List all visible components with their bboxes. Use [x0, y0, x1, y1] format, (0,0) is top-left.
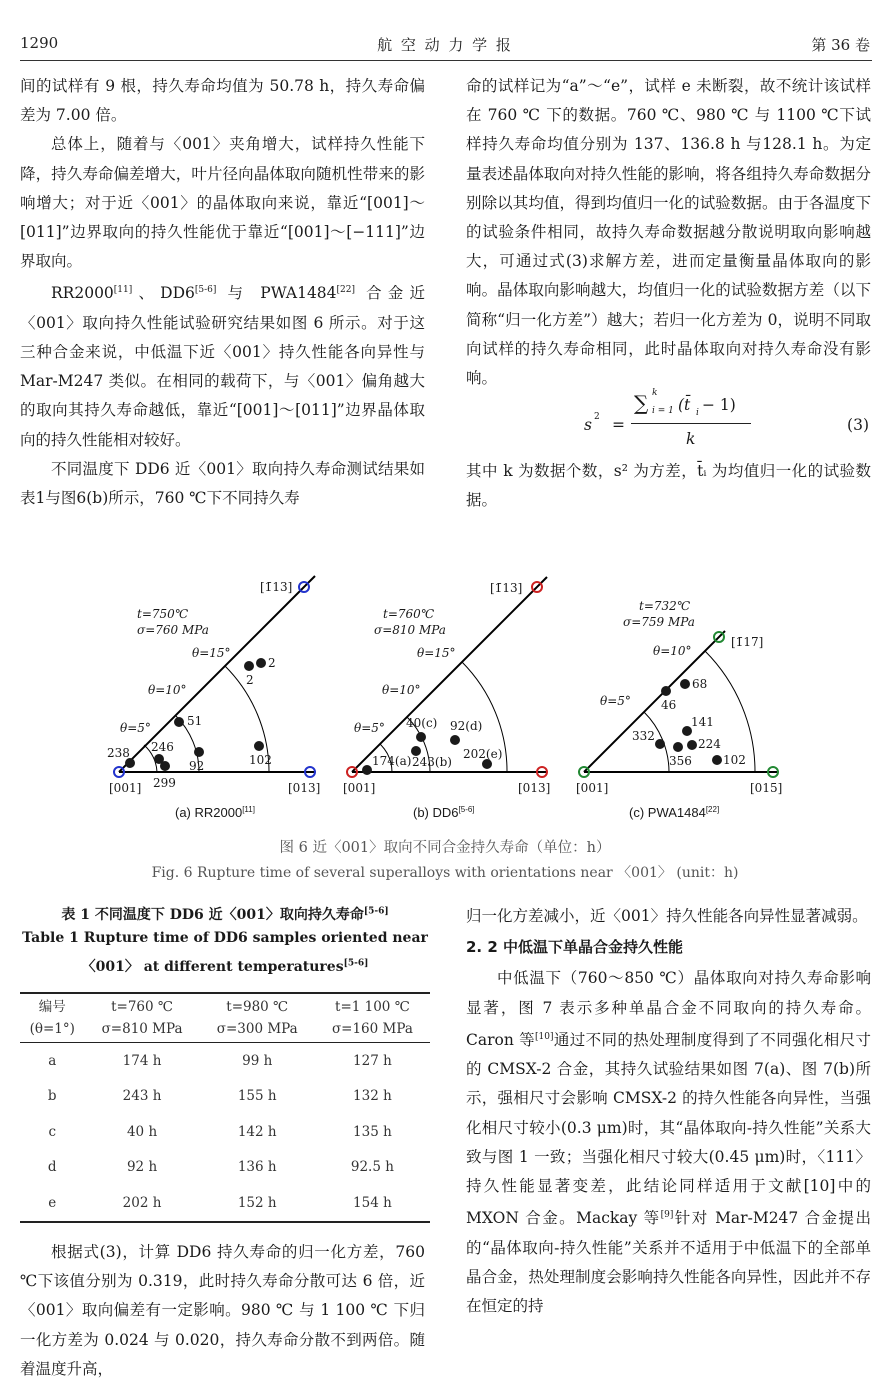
paragraph: RR2000[11]、DD6[5-6] 与 PWA1484[22] 合金近〈001〉取向持久性能试验研究结果如图 6 所示。对于这三种合金来说，中低温下近〈001〉持久性能各向异性与 Mar-M247 类似。在相同的载荷下，与〈001〉偏角越大的取向其持久寿命越低，靠近“[001]～[011]”边界晶体取向的持久性能相对较好。 [20, 284, 425, 449]
table-title-en: Table 1 Rupture time of DD6 samples oriented near [22, 930, 428, 946]
section-heading: 2. 2 中低温下单晶合金持久性能 [466, 938, 684, 957]
header-rule [20, 60, 872, 61]
axis-edge [352, 577, 547, 772]
data-label: 141 [691, 715, 714, 729]
table-1 [20, 992, 430, 1223]
column-header: 编号 (θ=1°) [29, 999, 75, 1037]
column-header: t=1 100 ℃ σ=160 MPa [331, 999, 413, 1037]
data-label: 238 [107, 746, 130, 760]
paragraph: 命的试样记为“a”～“e”，试样 e 未断裂，故不统计该试样在 760 ℃ 下的数据。760 ℃、980 ℃ 与 1100 ℃下试样持久寿命均值分别为 137、136.8 h 与128.1 h。为定量表述晶体取向对持久性能的影响，将各组持久寿命数据分别除以其均值，得到均值归一化的试验数据。由于各温度下的试验条件相同，故持久寿命数据越分散说明取向影响越大，可通过式(3)求解方差，进而定量衡量晶体取向的影响。晶体取向影响越大，均值归一化的试验数据方差（以下简称“归一化方差”）越大；若归一化方差为 0，说明不同取向试样的持久寿命相同，此时晶体取向对持久寿命没有影响。 [466, 77, 871, 388]
panel-c [576, 599, 782, 820]
angle-label: θ=5° [120, 721, 151, 735]
data-label: 51 [187, 714, 203, 728]
figure-caption-cn: 图 6 近〈001〉取向不同合金持久寿命（单位：h） [279, 840, 611, 856]
data-label: 243(b) [412, 755, 452, 769]
right-column-bottom [466, 902, 871, 1321]
data-point [655, 739, 665, 749]
angle-label: θ=10° [382, 683, 421, 697]
stress-label: σ=759 MPa [623, 615, 695, 629]
angle-label: θ=15° [417, 646, 456, 660]
data-point [256, 658, 266, 668]
data-point [661, 686, 671, 696]
data-label: 92(d) [450, 719, 483, 733]
pole-label: [013] [288, 781, 321, 795]
paragraph: 不同温度下 DD6 近〈001〉取向持久寿命测试结果如表1与图6(b)所示，760 ℃下不同持久寿 [20, 459, 425, 507]
data-label: 299 [153, 776, 176, 790]
citation: [11] [113, 285, 133, 296]
paragraph: 总体上，随着与〈001〉夹角增大，试样持久性能下降，持久寿命偏差增大，叶片径向晶体取向随机性带来的影响增大；对于近〈001〉的晶体取向来说，靠近“[001]～[011]”边界取向的持久性能优于靠近“[001]～[−111]”边界取向。 [20, 135, 425, 271]
temperature-label: t=760℃ [383, 607, 435, 621]
left-column-top [20, 72, 425, 513]
panel-caption: (c) PWA1484[22] [629, 805, 720, 820]
paragraph: 间的试样有 9 根，持久寿命均值为 50.78 h，持久寿命偏差为 7.00 倍。 [20, 77, 425, 125]
data-label: 356 [669, 754, 692, 768]
angle-label: θ=5° [600, 694, 631, 708]
paragraph: 根据式(3)，计算 DD6 持久寿命的归一化方差，760 ℃下该值分别为 0.319，此时持久寿命分散可达 6 倍，近〈001〉取向偏差有一定影响。980 ℃ 与 1 100 ℃ 下归一化方差为 0.024 与 0.020，持久寿命分散不到两倍。随着温度升高， [20, 1243, 425, 1378]
data-label: 92 [189, 759, 205, 773]
data-point [254, 741, 264, 751]
paragraph: 中低温下（760～850 ℃）晶体取向对持久寿命影响显著，图 7 表示多种单晶合金不同取向的持久寿命。Caron 等[10]通过不同的热处理制度得到了不同强化相尺寸的 CMSX-2 合金，其持久试验结果如图 7(a)、图 7(b)所示，强相尺寸会影响 CMSX-2 的持久性能各向异性，当强化相尺寸较小(0.3 μm)时，其“晶体取向-持久性能”关系大致与图 1 一致；当强化相尺寸较大(0.45 μm)时，〈111〉持久性能显著变差，此结论同样适用于文献[10]中的 MXON 合金。Mackay 等[9]针对 Mar-M247 合金提出的“晶体取向-持久性能”关系并不适用于中低温下的全部单晶合金，热处理制度会影响持久性能各向异性，因此并不存在恒定的持 [466, 969, 871, 1315]
table-title-en: 〈001〉 at different temperatures[5-6] [81, 958, 369, 975]
panel-a [107, 576, 320, 820]
pole-label: [1̄17] [731, 635, 764, 649]
pole-label: [001] [343, 781, 376, 795]
table-title-cn: 表 1 不同温度下 DD6 近〈001〉取向持久寿命[5-6] [61, 906, 389, 923]
journal-title: 航 空 动 力 学 报 [377, 36, 513, 54]
data-label: 68 [692, 677, 708, 691]
data-label: 332 [632, 729, 655, 743]
pole-label: [001] [576, 781, 609, 795]
figure-caption-en: Fig. 6 Rupture time of several superalloys with orientations near 〈001〉 (unit：h) [151, 865, 739, 881]
data-point [244, 661, 254, 671]
panel-caption: (a) RR2000[11] [175, 805, 255, 820]
table-row: d 92 h 136 h 92.5 h [47, 1159, 394, 1176]
data-label: 2 [246, 673, 254, 687]
data-point [416, 732, 426, 742]
page-number: 1290 [20, 34, 59, 52]
temperature-label: t=732℃ [639, 599, 691, 613]
pole-label: [015] [750, 781, 783, 795]
table-row: c 40 h 142 h 135 h [48, 1123, 392, 1140]
stress-label: σ=810 MPa [374, 623, 446, 637]
data-point [712, 755, 722, 765]
citation: [5-6] [194, 285, 217, 296]
equation-3: s 2 = ∑ k i = 1 (t̄ i − 1) k (3) [584, 388, 869, 449]
stress-label: σ=760 MPa [137, 623, 209, 637]
citation: [22] [336, 285, 356, 296]
data-label: 224 [698, 737, 721, 751]
left-column-bottom [20, 1238, 425, 1384]
data-point [673, 742, 683, 752]
pole-label: [001] [109, 781, 142, 795]
data-label: 46 [661, 698, 677, 712]
figure-6 [95, 570, 795, 830]
data-point [194, 747, 204, 757]
data-point [160, 761, 170, 771]
angle-label: θ=10° [653, 644, 692, 658]
volume-label: 第 36 卷 [811, 36, 870, 54]
pole-label: [1̄13] [260, 580, 293, 594]
panel-caption: (b) DD6[5-6] [413, 805, 475, 820]
pole-label: [013] [518, 781, 551, 795]
table-row: b 243 h 155 h 132 h [47, 1088, 392, 1105]
data-point [680, 679, 690, 689]
data-point [687, 740, 697, 750]
panel-b [343, 577, 550, 820]
data-label: 2 [268, 656, 276, 670]
data-point [362, 765, 372, 775]
angle-label: θ=15° [192, 646, 231, 660]
data-label: 40(c) [406, 716, 438, 730]
column-header: t=760 ℃ σ=810 MPa [101, 999, 183, 1037]
data-label: 202(e) [463, 747, 503, 761]
data-point [450, 735, 460, 745]
paragraph: 归一化方差减小，近〈001〉持久性能各向异性显著减弱。 [466, 907, 868, 925]
right-column-top [466, 72, 871, 516]
temperature-label: t=750℃ [137, 607, 189, 621]
data-label: 102 [249, 753, 272, 767]
axis-edge [119, 576, 315, 772]
data-label: 174(a) [372, 754, 412, 768]
citation: [10] [535, 1031, 554, 1042]
pole-label: [1̄13] [490, 581, 523, 595]
paragraph: 其中 k 为数据个数，s² 为方差，t̄ᵢ 为均值归一化的试验数据。 [466, 462, 871, 510]
column-header: t=980 ℃ σ=300 MPa [216, 999, 298, 1037]
data-point [174, 717, 184, 727]
table-row: e 202 h 152 h 154 h [20, 1185, 430, 1222]
angle-label: θ=10° [148, 683, 187, 697]
fraction-bar [631, 423, 751, 424]
data-label: 246 [151, 740, 174, 754]
angle-label: θ=5° [354, 721, 385, 735]
citation: [9] [660, 1210, 674, 1221]
table-row: a 174 h 99 h 127 h [48, 1052, 392, 1069]
data-label: 102 [723, 753, 746, 767]
